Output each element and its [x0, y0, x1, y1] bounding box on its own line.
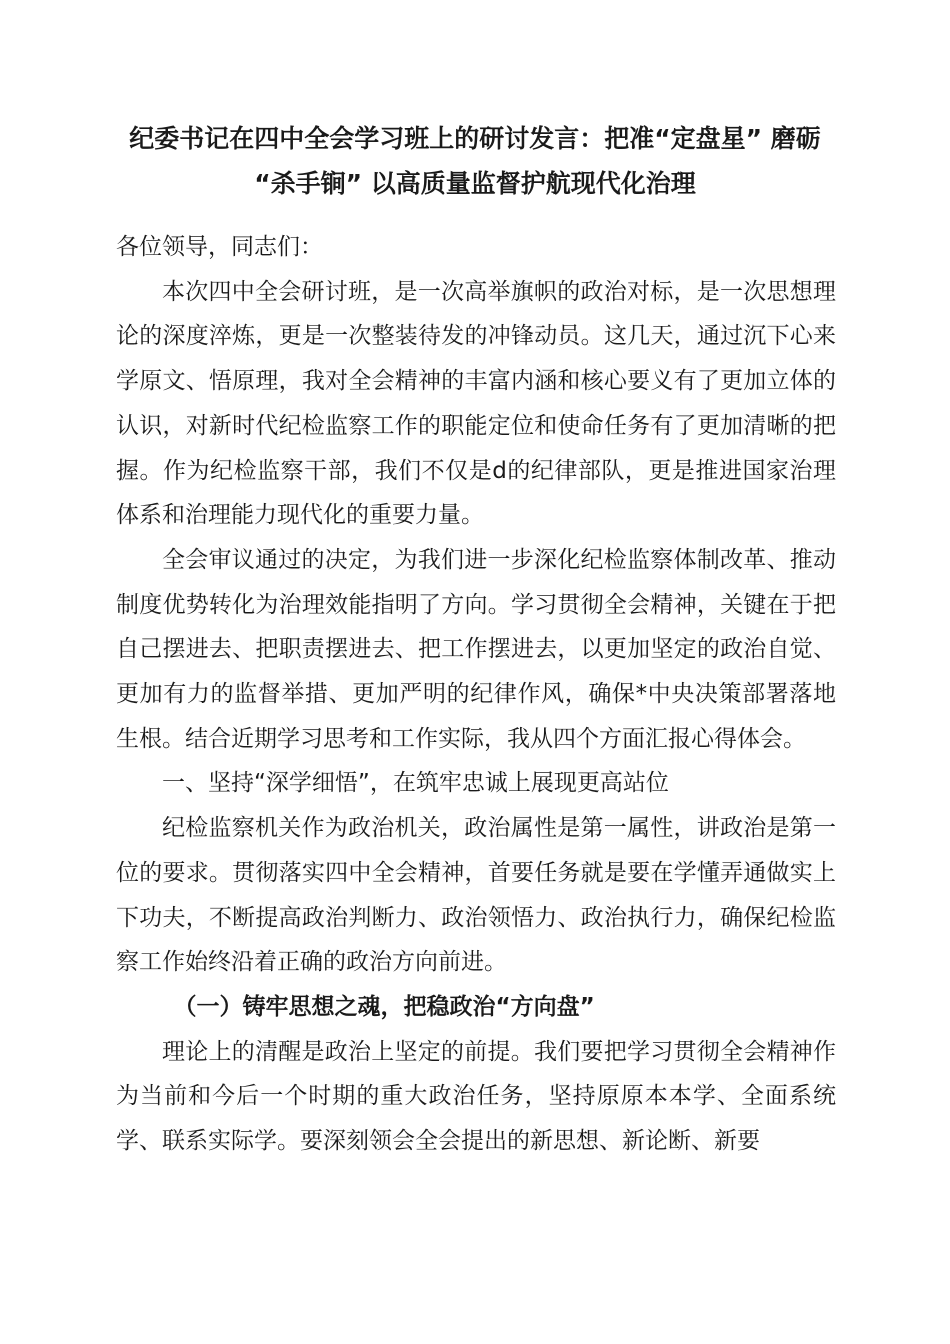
paragraph-subheading-1: 理论上的清醒是政治上坚定的前提。我们要把学习贯彻全会精神作为当前和今后一个时期的重大政治任务，坚持原原本本学、全面系统学、联系实际学。要深刻领会全会提出的新思想、新论断、新要: [116, 1038, 836, 1155]
document-title-line-2: “杀手锏” 以高质量监督护航现代化治理: [254, 169, 696, 198]
document-title-line-1: 纪委书记在四中全会学习班上的研讨发言：把准“定盘星” 磨砺: [129, 124, 821, 153]
document-body: [116, 225, 836, 1164]
salutation: 各位领导，同志们：: [116, 234, 323, 260]
section-heading-1: 一、坚持“深学细悟”，在筑牢忠诚上展现更高站位: [162, 770, 669, 797]
subheading-1: （一）铸牢思想之魂，把稳政治“方向盘”: [173, 993, 595, 1020]
paragraph-decision: 全会审议通过的决定，为我们进一步深化纪检监察体制改革、推动制度优势转化为治理效能指明了方向。学习贯彻全会精神，关键在于把自己摆进去、把职责摆进去、把工作摆进去，以更加坚定的政治自觉、更加有力的监督举措、更加严明的纪律作风，确保*中央决策部署落地生根。结合近期学习思考和工作实际，我从四个方面汇报心得体会。: [116, 546, 836, 752]
paragraph-section-1: 纪检监察机关作为政治机关，政治属性是第一属性，讲政治是第一位的要求。贯彻落实四中全会精神，首要任务就是要在学懂弄通做实上下功夫，不断提高政治判断力、政治领悟力、政治执行力，确保纪检监察工作始终沿着正确的政治方向前进。: [116, 815, 836, 976]
paragraph-intro: 本次四中全会研讨班，是一次高举旗帜的政治对标，是一次思想理论的深度淬炼，更是一次整装待发的冲锋动员。这几天，通过沉下心来学原文、悟原理，我对全会精神的丰富内涵和核心要义有了更加立体的认识，对新时代纪检监察工作的职能定位和使命任务有了更加清晰的把握。作为纪检监察干部，我们不仅是d的纪律部队，更是推进国家治理体系和治理能力现代化的重要力量。: [116, 278, 836, 529]
